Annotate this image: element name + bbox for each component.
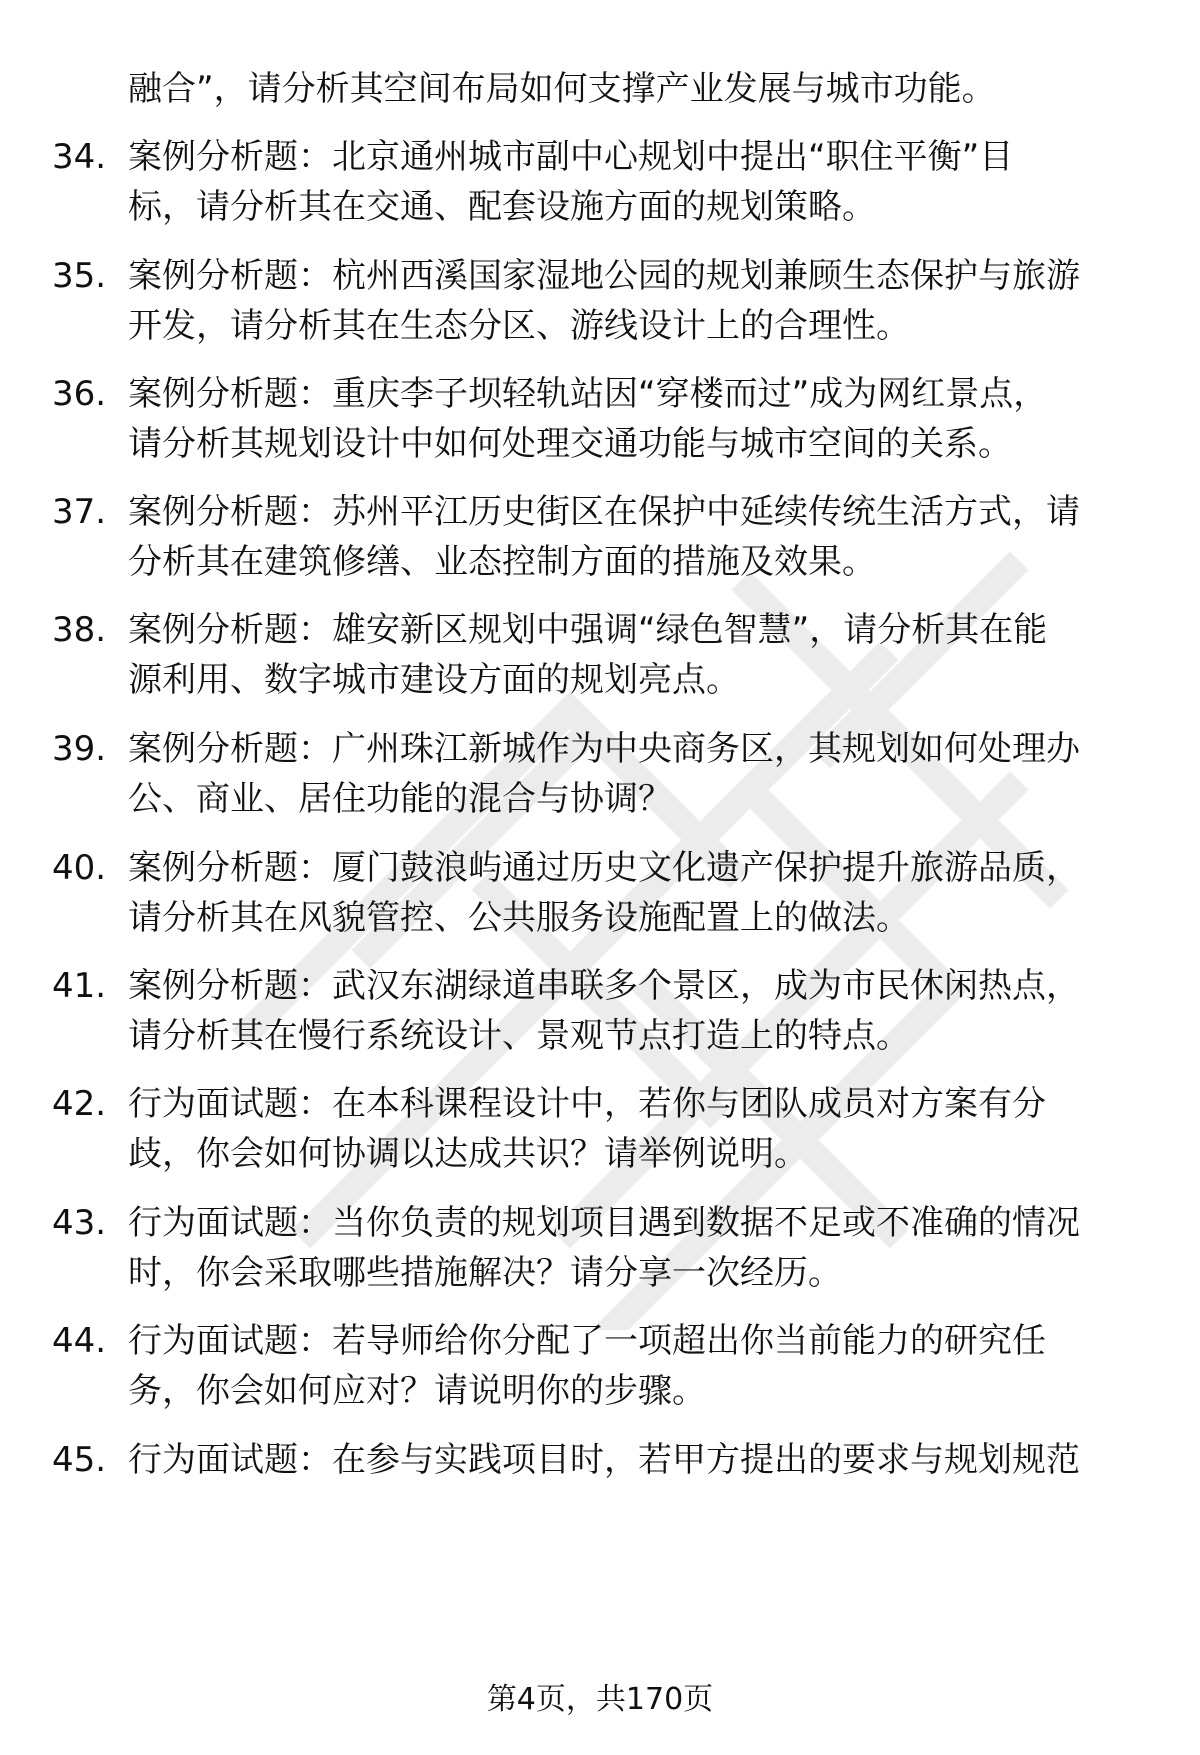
question-line: 行为面试题：在本科课程设计中，若你与团队成员对方案有分 [128,1084,1046,1124]
question-number: 37. [52,492,107,532]
question-line: 案例分析题：杭州西溪国家湿地公园的规划兼顾生态保护与旅游 [128,256,1080,296]
question-line: 案例分析题：厦门鼓浪屿通过历史文化遗产保护提升旅游品质， [128,848,1080,888]
question-line: 案例分析题：武汉东湖绿道串联多个景区，成为市民休闲热点， [128,966,1080,1006]
question-text [128,1316,1150,1416]
continuation-text: 融合”，请分析其空间布局如何支撑产业发展与城市功能。 [128,69,996,109]
question-number: 40. [52,848,107,888]
question-text [128,724,1150,824]
question-line: 歧，你会如何协调以达成共识？请举例说明。 [128,1134,808,1174]
question-line: 案例分析题：雄安新区规划中强调“绿色智慧”，请分析其在能 [128,610,1048,650]
question-line: 务，你会如何应对？请说明你的步骤。 [128,1371,706,1411]
question-number: 45. [52,1440,107,1480]
question-number: 39. [52,729,107,769]
question-line: 时，你会采取哪些措施解决？请分享一次经历。 [128,1253,842,1293]
question-line: 分析其在建筑修缮、业态控制方面的措施及效果。 [128,542,876,582]
question-number: 36. [52,374,107,414]
question-text [128,1198,1150,1298]
question-number: 44. [52,1321,107,1361]
question-line: 案例分析题：广州珠江新城作为中央商务区，其规划如何处理办 [128,729,1080,769]
page-number-footer: 第4页，共170页 [486,1682,714,1717]
question-line: 开发，请分析其在生态分区、游线设计上的合理性。 [128,306,910,346]
question-text [128,251,1150,351]
question-line: 行为面试题：若导师给你分配了一项超出你当前能力的研究任 [128,1321,1046,1361]
question-number: 43. [52,1203,107,1243]
question-line: 源利用、数字城市建设方面的规划亮点。 [128,660,740,700]
question-line: 请分析其规划设计中如何处理交通功能与城市空间的关系。 [128,424,1012,464]
question-line: 行为面试题：当你负责的规划项目遇到数据不足或不准确的情况 [128,1203,1080,1243]
question-text [128,1079,1150,1179]
question-line: 行为面试题：在参与实践项目时，若甲方提出的要求与规划规范 [128,1440,1080,1480]
question-text [128,605,1150,705]
question-line: 标，请分析其在交通、配套设施方面的规划策略。 [128,187,876,227]
question-number: 41. [52,966,107,1006]
question-number: 34. [52,137,107,177]
question-text [128,1435,1150,1485]
question-text [128,132,1150,232]
question-line: 案例分析题：重庆李子坝轻轨站因“穿楼而过”成为网红景点， [128,374,1048,414]
question-text [128,961,1150,1061]
question-line: 案例分析题：北京通州城市副中心规划中提出“职住平衡”目 [128,137,1014,177]
question-number: 38. [52,610,107,650]
question-text [128,369,1150,469]
question-text [128,843,1150,943]
question-line: 案例分析题：苏州平江历史街区在保护中延续传统生活方式，请 [128,492,1080,532]
question-text [128,487,1150,587]
question-number: 35. [52,256,107,296]
question-number: 42. [52,1084,107,1124]
question-line: 公、商业、居住功能的混合与协调？ [128,779,672,819]
question-line: 请分析其在慢行系统设计、景观节点打造上的特点。 [128,1016,910,1056]
question-line: 请分析其在风貌管控、公共服务设施配置上的做法。 [128,898,910,938]
